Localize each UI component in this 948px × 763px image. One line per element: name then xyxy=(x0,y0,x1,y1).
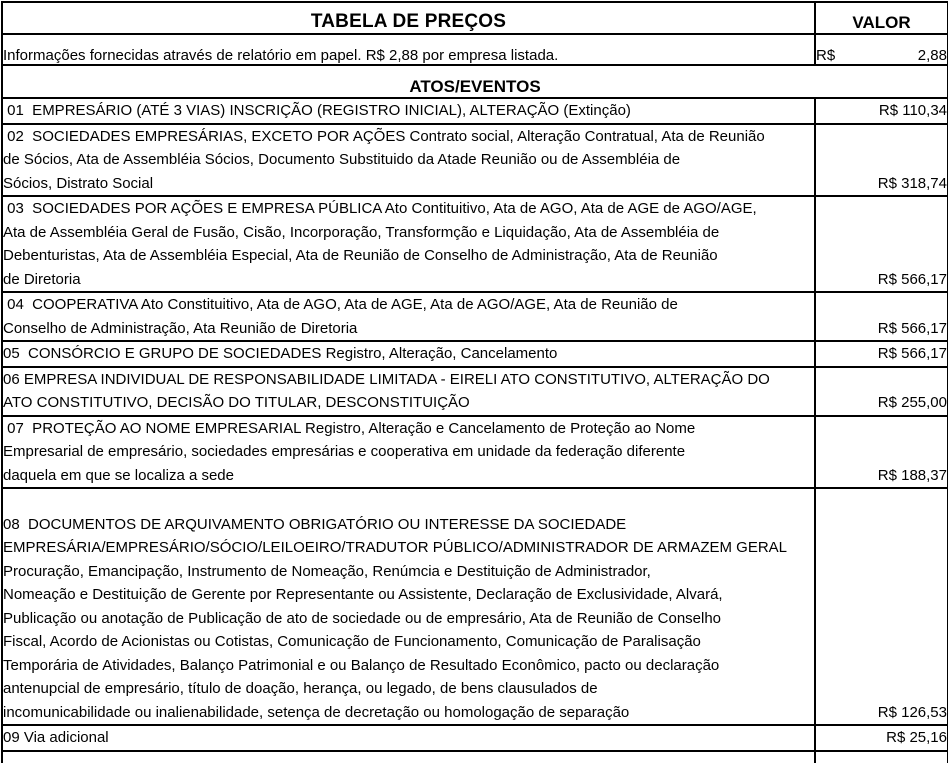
item-description-line: Sócios, Distrato Social xyxy=(3,174,154,192)
item-description-line: Debenturistas, Ata de Assembléia Especial, Ata de Reunião de Conselho de Administração, Ata de Reunião xyxy=(3,247,718,264)
item-description-line: Publicação ou anotação de Publicação de ato de sociedade ou de empresário, Ata de Reunião de Conselho xyxy=(3,609,722,627)
item-description-cell xyxy=(2,725,815,751)
item-description-line: 07 PROTEÇÃO AO NOME EMPRESARIAL Registro, Alteração e Cancelamento de Proteção ao Nome xyxy=(3,419,696,437)
section-band-row xyxy=(2,65,948,98)
item-description-line: Procuração, Emancipação, Instrumento de Nomeação, Renúmcia e Destituição de Administrador, xyxy=(3,562,651,580)
table-title-row xyxy=(2,2,948,34)
item-description-line: incomunicabilidade ou inalienabilidade, setença de decretação ou homologação de separação xyxy=(3,703,630,721)
item-description-line: daquela em que se localiza a sede xyxy=(3,466,234,484)
partial-value-cell xyxy=(815,751,948,763)
item-description-line: de Diretoria xyxy=(3,270,81,288)
value-column-header: VALOR xyxy=(815,2,948,34)
item-description-line: Fiscal, Acordo de Acionistas ou Cotistas, Comunicação de Funcionamento, Comunicação de Paralisação xyxy=(3,633,701,650)
item-value: R$ 188,37 xyxy=(815,416,948,489)
item-description-line: 02 SOCIEDADES EMPRESÁRIAS, EXCETO POR AÇÕES Contrato social, Alteração Contratual, Ata de Reunião xyxy=(3,127,765,145)
item-value: R$ 318,74 xyxy=(815,124,948,197)
price-table xyxy=(1,1,948,763)
item-description-line: 05 CONSÓRCIO E GRUPO DE SOCIEDADES Registro, Alteração, Cancelamento xyxy=(3,345,558,362)
item-description-cell xyxy=(2,292,815,341)
table-row xyxy=(2,416,948,489)
item-value: R$ 110,34 xyxy=(815,98,948,124)
item-description-cell xyxy=(2,416,815,489)
item-description-line: 09 Via adicional xyxy=(3,729,109,746)
item-description-line: 03 SOCIEDADES POR AÇÕES E EMPRESA PÚBLICA Ato Contituitivo, Ata de AGO, Ata de AGE de AGO/AGE, xyxy=(3,200,757,217)
item-value: R$ 566,17 xyxy=(815,292,948,341)
item-description-line: 08 DOCUMENTOS DE ARQUIVAMENTO OBRIGATÓRIO OU INTERESSE DA SOCIEDADE xyxy=(3,515,627,533)
info-amount: 2,88 xyxy=(917,47,947,64)
item-description-line: 06 EMPRESA INDIVIDUAL DE RESPONSABILIDADE LIMITADA - EIRELI ATO CONSTITUTIVO, ALTERAÇÃO DO xyxy=(3,370,770,388)
item-description-line: ATO CONSTITUTIVO, DECISÃO DO TITULAR, DESCONSTITUIÇÃO xyxy=(3,394,470,411)
item-description-line: 01 EMPRESÁRIO (ATÉ 3 VIAS) INSCRIÇÃO (REGISTRO INICIAL), ALTERAÇÃO (Extinção) xyxy=(3,102,631,119)
item-description-line: Ata de Assembléia Geral de Fusão, Cisão, Incorporação, Transformção e Liquidação, Ata de Assembléia de xyxy=(3,223,720,241)
item-description-line: EMPRESÁRIA/EMPRESÁRIO/SÓCIO/LEILOEIRO/TRADUTOR PÚBLICO/ADMINISTRADOR DE ARMAZEM GERAL xyxy=(3,539,788,556)
item-description-line: Temporária de Atividades, Balanço Patrimonial e ou Balanço de Resultado Econômico, pacto ou declaração xyxy=(3,656,720,674)
info-text: Informações fornecidas através de relatório em papel. R$ 2,88 por empresa listada. xyxy=(2,34,815,65)
item-description-cell xyxy=(2,196,815,292)
table-row xyxy=(2,292,948,341)
item-value: R$ 566,17 xyxy=(815,196,948,292)
price-table-body xyxy=(2,2,948,98)
item-description-line: antenupcial de empresário, título de doação, herança, ou legado, de bens clausulados de xyxy=(3,680,598,697)
item-description-line: Nomeação e Destituição de Gerente por Representante ou Assistente, Declaração de Exclusividade, Alvará, xyxy=(3,586,723,603)
table-row xyxy=(2,341,948,367)
table-row xyxy=(2,725,948,751)
item-description-cell xyxy=(2,367,815,416)
table-row xyxy=(2,488,948,725)
item-value: R$ 255,00 xyxy=(815,367,948,416)
item-description-cell xyxy=(2,488,815,725)
price-rows-body xyxy=(2,98,948,751)
table-row-partial xyxy=(2,751,948,763)
page-title: TABELA DE PREÇOS xyxy=(2,2,815,34)
item-description-cell xyxy=(2,124,815,197)
item-value: R$ 25,16 xyxy=(815,725,948,751)
clipped-row-body xyxy=(2,751,948,763)
item-value: R$ 566,17 xyxy=(815,341,948,367)
item-description-cell xyxy=(2,98,815,124)
currency-symbol: R$ xyxy=(816,47,836,64)
partial-description-cell xyxy=(2,751,815,763)
item-value: R$ 126,53 xyxy=(815,488,948,725)
table-row xyxy=(2,124,948,197)
item-description-line: Empresarial de empresário, sociedades empresárias e cooperativa em unidade da federação diferente xyxy=(3,443,686,460)
info-row xyxy=(2,34,948,65)
item-description-cell xyxy=(2,341,815,367)
table-row xyxy=(2,196,948,292)
table-row xyxy=(2,98,948,124)
item-description-line: Conselho de Administração, Ata Reunião de Diretoria xyxy=(3,319,358,337)
item-description-line: 04 COOPERATIVA Ato Constituitivo, Ata de AGO, Ata de AGE, Ata de AGO/AGE, Ata de Reunião de xyxy=(3,296,678,313)
item-description-line xyxy=(3,489,814,513)
table-row xyxy=(2,367,948,416)
item-description-line: de Sócios, Ata de Assembléia Sócios, Documento Substituido da Atade Reunião ou de Assembléia de xyxy=(3,151,681,168)
section-band-label: ATOS/EVENTOS xyxy=(2,65,948,98)
info-value-cell xyxy=(815,34,948,65)
